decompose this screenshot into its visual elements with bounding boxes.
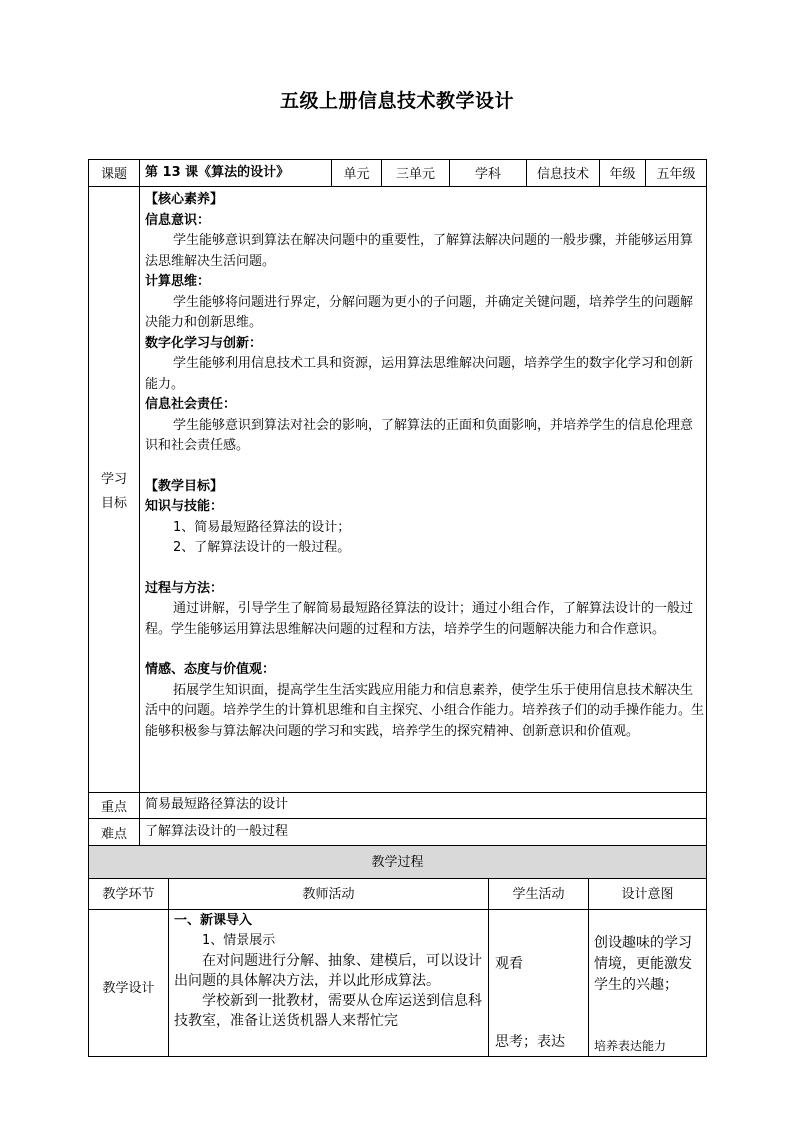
col-intent-header: 设计意图 <box>621 887 674 902</box>
emotion-title: 情感、态度与价值观： <box>145 662 276 677</box>
row-stage: 教学设计 <box>102 981 155 996</box>
knowledge-item-2: 2、了解算法设计的一般过程。 <box>173 540 351 555</box>
table-border-right <box>706 159 707 1057</box>
col-student-header: 学生活动 <box>512 887 565 902</box>
grade-value: 五年级 <box>656 167 696 182</box>
table-rule <box>88 159 707 160</box>
design-intent-1: 创设趣味的学习情境，更能激发学生的兴趣； <box>594 935 692 993</box>
info-awareness-text: 学生能够意识到算法在解决问题中的重要性，了解算法解决问题的一般步骤，并能够运用算法思维解决生活问题。 <box>145 233 694 269</box>
table-rule <box>88 792 707 793</box>
page-title: 五级上册信息技术教学设计 <box>279 90 514 112</box>
unit-label: 单元 <box>343 167 370 182</box>
key-point-value: 简易最短路径算法的设计 <box>145 797 289 812</box>
grade-label: 年级 <box>609 167 636 182</box>
comp-thinking-title: 计算思维： <box>145 274 211 289</box>
social-resp-text: 学生能够意识到算法对社会的影响，了解算法的正面和负面影响，并培养学生的信息伦理意识和社会责任感。 <box>145 417 694 453</box>
lesson-label: 课题 <box>100 167 127 182</box>
objectives-label-2: 目标 <box>100 496 127 511</box>
unit-value: 三单元 <box>395 167 435 182</box>
knowledge-item-1: 1、简易最短路径算法的设计； <box>173 519 351 535</box>
process-title: 过程与方法： <box>145 580 224 596</box>
table-rule <box>88 1056 707 1057</box>
digital-learning-text: 学生能够利用信息技术工具和资源，运用算法思维解决问题，培养学生的数字化学习和创新能力。 <box>145 356 694 392</box>
teacher-paragraph-2: 学校新到一批教材，需要从仓库运送到信息科技教室，准备让送货机器人来帮忙完 <box>174 993 482 1029</box>
table-rule <box>88 909 707 910</box>
student-activity-1: 观看 <box>495 956 523 972</box>
key-point-label: 重点 <box>100 800 127 815</box>
social-resp-title: 信息社会责任： <box>145 397 237 412</box>
process-text: 通过讲解，引导学生了解简易最短路径算法的设计；通过小组合作，了解算法设计的一般过程。学生能够运用算法思维解决问题的过程和方法，培养学生的问题解决能力和合作意识。 <box>145 601 694 637</box>
core-heading: 【核心素养】 <box>145 192 224 207</box>
knowledge-title: 知识与技能： <box>145 499 224 514</box>
digital-learning-title: 数字化学习与创新： <box>145 335 263 351</box>
objectives-content <box>145 190 705 742</box>
comp-thinking-text: 学生能够将问题进行界定，分解问题为更小的子问题，并确定关键问题，培养学生的问题解决能力和创新思维。 <box>145 294 694 330</box>
subject-value: 信息技术 <box>536 167 589 182</box>
teacher-sub: 1、情景展示 <box>202 933 276 948</box>
col-stage-header: 教学环节 <box>102 887 155 902</box>
emotion-text: 拓展学生知识面，提高学生生活实践应用能力和信息素养，使学生乐于使用信息技术解决生活中的问题。培养学生的计算机思维和自主探究、小组合作能力。培养孩子们的动手操作能力。生能够积极参与算法解决问题的学习和实践，培养学生的探究精神、创新意识和价值观。 <box>145 682 705 739</box>
teacher-activity <box>174 911 484 1031</box>
difficulty-value: 了解算法设计的一般过程 <box>145 824 289 839</box>
info-awareness-title: 信息意识： <box>145 212 211 228</box>
lesson-value: 第 13 课《算法的设计》 <box>145 165 290 180</box>
teaching-heading: 【教学目标】 <box>145 478 224 494</box>
table-border-left <box>88 159 89 1057</box>
teacher-paragraph-1: 在对问题进行分解、抽象、建模后，可以设计出问题的具体解决方法，并以此形成算法。 <box>174 953 482 989</box>
subject-label: 学科 <box>474 167 501 182</box>
table-rule-v <box>139 159 140 845</box>
process-section-title: 教学过程 <box>371 855 424 870</box>
objectives-label-1: 学习 <box>100 472 127 487</box>
design-intent-2: 培养表达能力 <box>594 1039 667 1053</box>
difficulty-label: 难点 <box>100 827 127 842</box>
student-activity-2: 思考；表达 <box>495 1034 565 1050</box>
table-rule <box>88 878 707 879</box>
table-rule <box>88 818 707 819</box>
table-rule <box>88 186 707 187</box>
col-teacher-header: 教师活动 <box>302 887 355 902</box>
teacher-heading: 一、新课导入 <box>174 913 253 928</box>
